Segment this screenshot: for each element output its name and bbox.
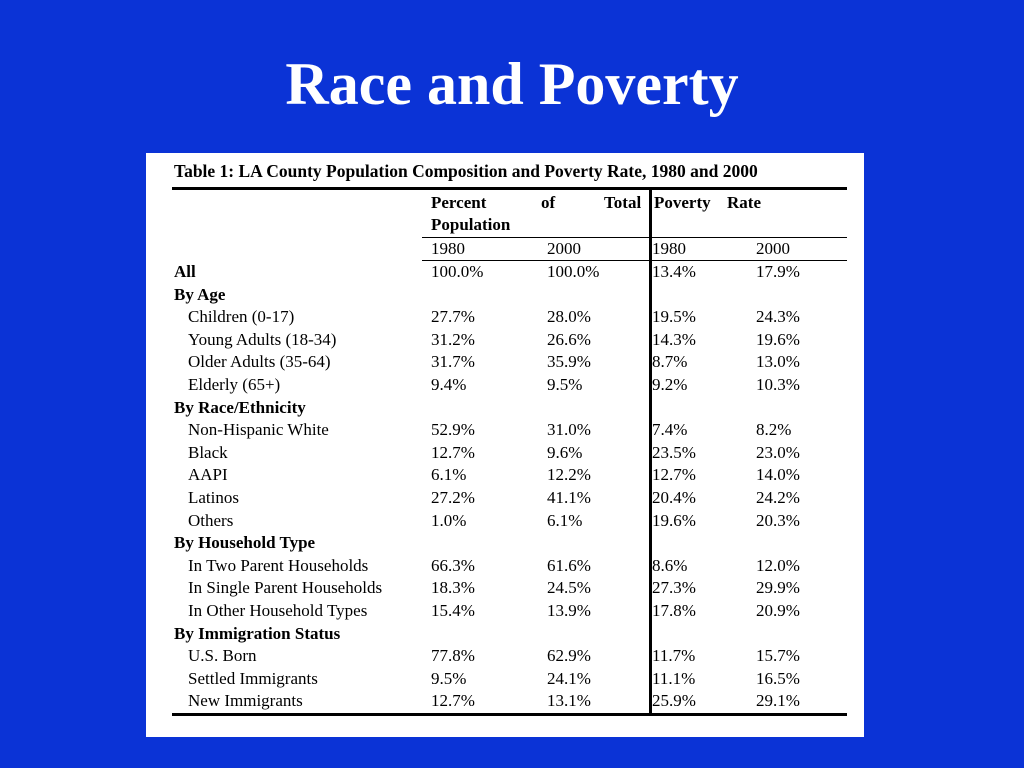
- year-2000-pop: 2000: [547, 239, 581, 258]
- row-value: 19.6%: [652, 510, 696, 530]
- row-value: 8.2%: [756, 420, 792, 440]
- table-row: [146, 487, 864, 510]
- table-section-row: [146, 397, 864, 420]
- row-value: 62.9%: [547, 646, 591, 666]
- row-value: 66.3%: [431, 555, 475, 575]
- row-value: 29.1%: [756, 691, 800, 711]
- row-value: 15.7%: [756, 646, 800, 666]
- row-value: 12.7%: [652, 465, 696, 485]
- row-value: 52.9%: [431, 420, 475, 440]
- row-value: 14.0%: [756, 465, 800, 485]
- row-value: 1.0%: [431, 510, 467, 530]
- table-body: [146, 261, 864, 713]
- row-value: 31.7%: [431, 352, 475, 372]
- row-value: 11.7%: [652, 646, 696, 666]
- row-value: 6.1%: [547, 510, 583, 530]
- row-value: 19.5%: [652, 307, 696, 327]
- row-value: 17.9%: [756, 262, 800, 281]
- row-value: 15.4%: [431, 600, 475, 620]
- row-value: 77.8%: [431, 646, 475, 666]
- row-label: Black: [188, 442, 228, 462]
- slide-title: Race and Poverty: [285, 51, 739, 117]
- table-row: [146, 600, 864, 623]
- row-label: Latinos: [188, 487, 239, 507]
- table-section-row: [146, 623, 864, 646]
- table-row: [146, 510, 864, 533]
- row-value: 18.3%: [431, 578, 475, 598]
- year-2000-pov: 2000: [756, 239, 790, 258]
- row-value: 11.1%: [652, 668, 696, 688]
- row-label: Elderly (65+): [188, 374, 281, 394]
- row-value: 7.4%: [652, 420, 688, 440]
- row-value: 9.5%: [547, 374, 583, 394]
- row-label: Young Adults (18-34): [188, 329, 337, 349]
- row-label: In Other Household Types: [188, 600, 368, 620]
- row-value: 13.0%: [756, 352, 800, 372]
- row-label: In Two Parent Households: [188, 555, 369, 575]
- row-value: 17.8%: [652, 600, 696, 620]
- header-total: Total: [604, 193, 642, 212]
- row-value: 27.7%: [431, 307, 475, 327]
- row-value: 13.4%: [652, 262, 696, 281]
- table-row: [146, 690, 864, 713]
- row-value: 41.1%: [547, 487, 591, 507]
- row-value: 19.6%: [756, 329, 800, 349]
- row-value: 9.2%: [652, 374, 688, 394]
- row-value: 9.6%: [547, 442, 583, 462]
- row-value: 10.3%: [756, 374, 800, 394]
- row-value: 23.0%: [756, 442, 800, 462]
- row-value: 27.3%: [652, 578, 696, 598]
- table-row: [146, 419, 864, 442]
- row-label: Settled Immigrants: [188, 668, 318, 688]
- row-label: By Household Type: [174, 533, 316, 553]
- row-label: By Age: [174, 284, 226, 304]
- row-value: 35.9%: [547, 352, 591, 372]
- table-section-row: [146, 261, 864, 284]
- row-label: Others: [188, 510, 234, 530]
- row-value: 100.0%: [547, 262, 600, 281]
- row-label: By Race/Ethnicity: [174, 397, 306, 417]
- table-title: Table 1: LA County Population Composition and Poverty Rate, 1980 and 2000: [174, 161, 758, 181]
- table-row: [146, 442, 864, 465]
- row-value: 12.0%: [756, 555, 800, 575]
- row-value: 28.0%: [547, 307, 591, 327]
- header-of: of: [541, 193, 556, 212]
- header-rate: Rate: [727, 193, 761, 212]
- row-value: 9.4%: [431, 374, 467, 394]
- row-value: 13.9%: [547, 600, 591, 620]
- table-row: [146, 555, 864, 578]
- row-label: Non-Hispanic White: [188, 420, 329, 440]
- table-row: [146, 351, 864, 374]
- row-label: New Immigrants: [188, 691, 303, 711]
- row-value: 25.9%: [652, 691, 696, 711]
- row-value: 12.7%: [431, 691, 475, 711]
- row-label: U.S. Born: [188, 646, 257, 666]
- row-value: 26.6%: [547, 329, 591, 349]
- header-poverty: Poverty: [654, 193, 711, 212]
- row-label: Older Adults (35-64): [188, 352, 331, 372]
- row-value: 14.3%: [652, 329, 696, 349]
- row-value: 27.2%: [431, 487, 475, 507]
- row-value: 24.1%: [547, 668, 591, 688]
- row-value: 100.0%: [431, 262, 484, 281]
- table-row: [146, 645, 864, 668]
- header-percent: Percent: [431, 193, 487, 212]
- row-value: 8.6%: [652, 555, 688, 575]
- row-label: AAPI: [188, 465, 228, 485]
- table-panel: [146, 153, 864, 737]
- row-value: 24.3%: [756, 307, 800, 327]
- row-label: By Immigration Status: [174, 623, 341, 643]
- year-1980-pop: 1980: [431, 239, 465, 258]
- table-section-row: [146, 284, 864, 307]
- year-1980-pov: 1980: [652, 239, 686, 258]
- row-value: 24.5%: [547, 578, 591, 598]
- row-value: 9.5%: [431, 668, 467, 688]
- row-value: 12.7%: [431, 442, 475, 462]
- top-rule: [172, 187, 847, 190]
- bottom-rule: [172, 713, 847, 716]
- row-value: 13.1%: [547, 691, 591, 711]
- row-label: In Single Parent Households: [188, 578, 383, 598]
- table-row: [146, 374, 864, 397]
- row-value: 31.0%: [547, 420, 591, 440]
- row-value: 29.9%: [756, 578, 800, 598]
- row-value: 31.2%: [431, 329, 475, 349]
- row-value: 12.2%: [547, 465, 591, 485]
- header-population: Population: [431, 215, 511, 234]
- row-value: 6.1%: [431, 465, 467, 485]
- row-value: 61.6%: [547, 555, 591, 575]
- table-section-row: [146, 532, 864, 555]
- row-value: 20.4%: [652, 487, 696, 507]
- table-row: [146, 464, 864, 487]
- row-value: 20.9%: [756, 600, 800, 620]
- row-label: Children (0-17): [188, 307, 295, 327]
- row-label: All: [174, 262, 196, 281]
- table-row: [146, 306, 864, 329]
- row-value: 23.5%: [652, 442, 696, 462]
- table-row: [146, 329, 864, 352]
- table-row: [146, 668, 864, 691]
- row-value: 8.7%: [652, 352, 688, 372]
- row-value: 20.3%: [756, 510, 800, 530]
- row-value: 16.5%: [756, 668, 800, 688]
- table-row: [146, 577, 864, 600]
- row-value: 24.2%: [756, 487, 800, 507]
